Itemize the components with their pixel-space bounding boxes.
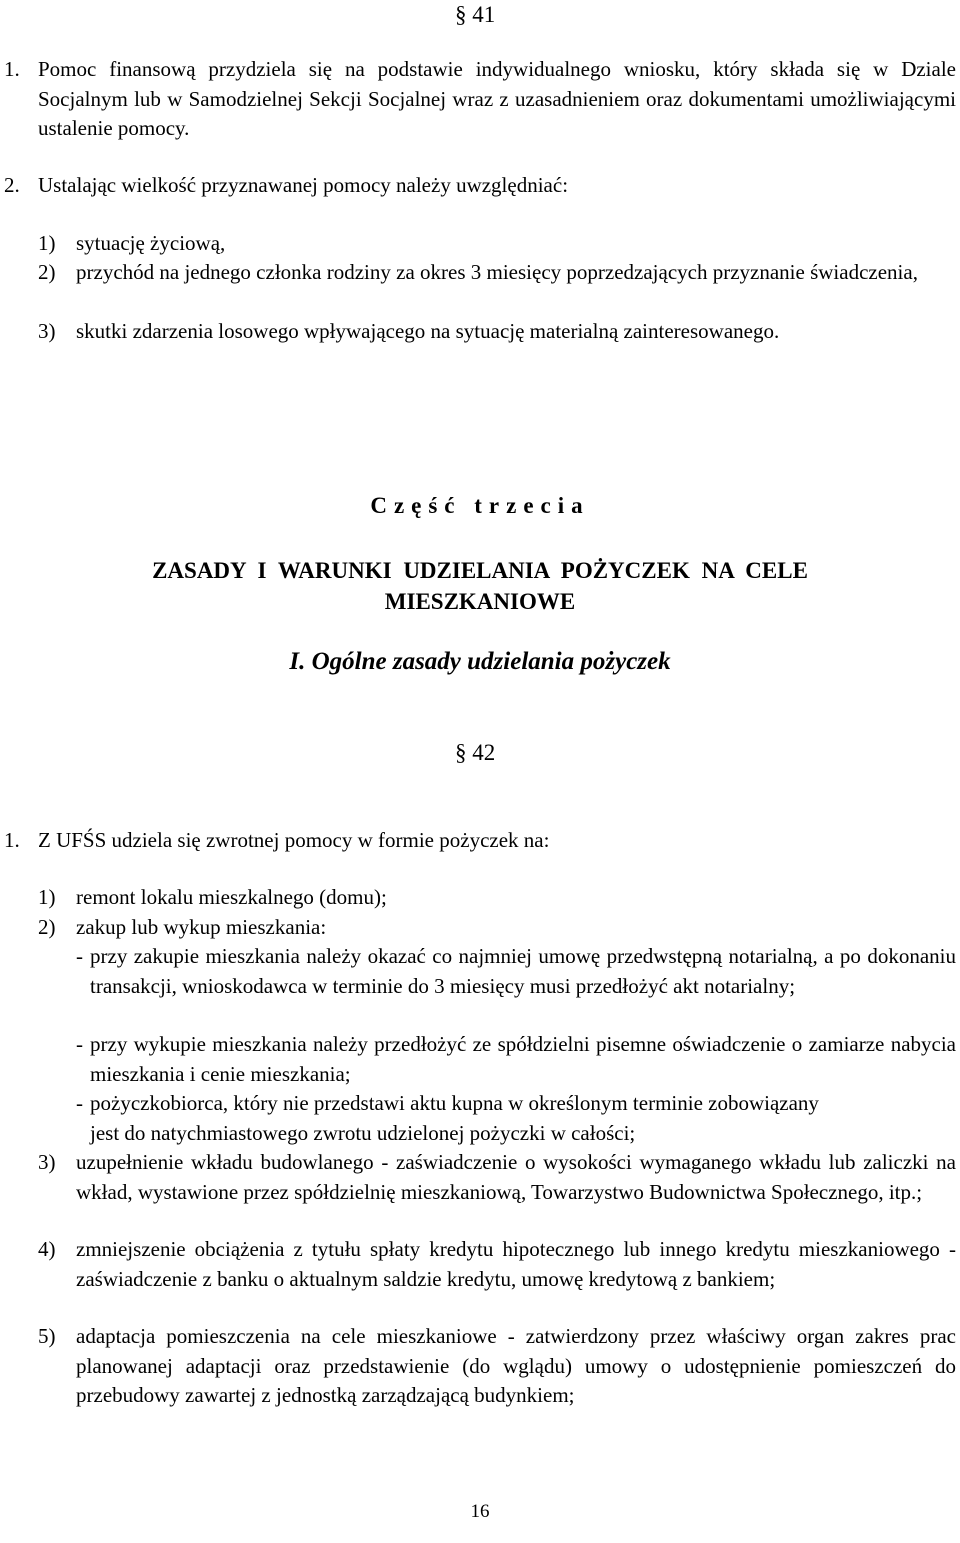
paragraph-42-1-number: 1. (4, 828, 20, 852)
list-item-number: 3) (38, 319, 56, 343)
chapter-heading: I. Ogólne zasady udzielania pożyczek (289, 648, 671, 675)
paragraph-1-text: Pomoc finansową przydziela się na podstawie indywidualnego wniosku, który składa się w Dziale Socjalnym lub w Samodzielnej Sekcji Socjalnej wraz z uzasadnieniem oraz dokumentami umożliwiającymi ustalenie pomocy. (38, 57, 956, 140)
list-item-number: 3) (38, 1150, 56, 1174)
dash-item (76, 1030, 956, 1089)
list-item (38, 1148, 956, 1207)
dash-item-text: pożyczkobiorca, który nie przedstawi aktu kupna w określonym terminie zobowiązany jest do natychmiastowego zwrotu udzielonej pożyczki w całości; (90, 1091, 819, 1145)
list-item-text: przychód na jednego członka rodziny za okres 3 miesięcy poprzedzających przyznanie świadczenia, (76, 260, 918, 284)
dash-item-text: przy wykupie mieszkania należy przedłożyć ze spółdzielni pisemne oświadczenie o zamiarze nabycia mieszkania i cenie mieszkania; (90, 1032, 956, 1086)
list-item-text: adaptacja pomieszczenia na cele mieszkaniowe - zatwierdzony przez właściwy organ zakres prac planowanej adaptacji oraz przedstawienie (do wglądu) umowy o udostępnienie pomieszczeń do przebudowy zawartej z jednostką zarządzającą budynkiem; (76, 1324, 956, 1407)
list-item-text: sytuację życiową, (76, 231, 226, 255)
dash-item-text: przy zakupie mieszkania należy okazać co najmniej umowę przedwstępną notarialną, a po dokonaniu transakcji, wnioskodawca w terminie do 3 miesięcy musi przedłożyć akt notarialny; (90, 944, 956, 998)
list-item-number: 2) (38, 260, 56, 284)
paragraph-2 (4, 171, 956, 201)
list-item-text: skutki zdarzenia losowego wpływającego na sytuację materialną zainteresowanego. (76, 319, 780, 343)
section-mark-41: § 41 (455, 2, 496, 27)
list-item-text: remont lokalu mieszkalnego (domu); (76, 885, 387, 909)
paragraph-42-1 (4, 826, 956, 856)
list-item (38, 317, 956, 347)
paragraph-2-number: 2. (4, 173, 20, 197)
list-item (38, 913, 956, 943)
list-item-text: uzupełnienie wkładu budowlanego - zaświadczenie o wysokości wymaganego wkładu lub zaliczki na wkład, wystawione przez spółdzielnię mieszkaniową, Towarzystwo Budownictwa Społecznego, itp.; (76, 1150, 956, 1204)
list-item-number: 5) (38, 1324, 56, 1348)
paragraph-2-text: Ustalając wielkość przyznawanej pomocy należy uwzględniać: (38, 173, 569, 197)
list-item-text: zmniejszenie obciążenia z tytułu spłaty kredytu hipotecznego lub innego kredytu mieszkaniowego - zaświadczenie z banku o aktualnym saldzie kredytu, umowę kredytową z bankiem; (76, 1237, 956, 1291)
paragraph-42-1-text: Z UFŚS udziela się zwrotnej pomocy w formie pożyczek na: (38, 828, 550, 852)
list-item-number: 4) (38, 1237, 56, 1261)
list-item-number: 1) (38, 231, 56, 255)
part-heading: ZASADY I WARUNKI UDZIELANIA POŻYCZEK NA CELE MIESZKANIOWE (152, 558, 808, 614)
list-item-text: zakup lub wykup mieszkania: (76, 915, 327, 939)
dash-marker: - (76, 1032, 83, 1056)
dash-item (76, 1089, 836, 1148)
section-mark-42: § 42 (455, 740, 496, 765)
dash-marker: - (76, 944, 83, 968)
dash-marker: - (76, 1091, 83, 1115)
paragraph-1 (4, 55, 956, 144)
list-item (38, 258, 956, 288)
list-item (38, 883, 956, 913)
paragraph-1-number: 1. (4, 57, 20, 81)
list-item (38, 229, 956, 259)
list-item-number: 1) (38, 885, 56, 909)
part-title: Część trzecia (370, 493, 590, 518)
list-item (38, 1235, 956, 1294)
page-number: 16 (470, 1501, 490, 1522)
list-item (38, 1322, 956, 1411)
dash-item (76, 942, 956, 1001)
list-item-number: 2) (38, 915, 56, 939)
